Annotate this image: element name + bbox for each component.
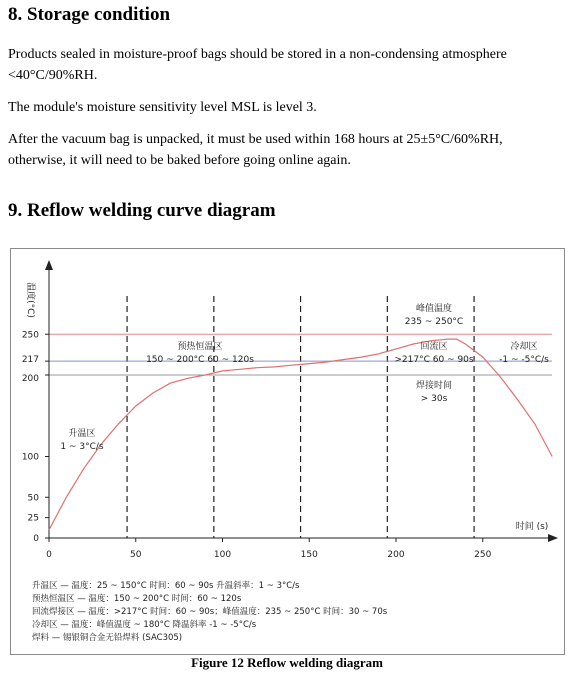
zone-boundaries	[127, 296, 474, 538]
y-tick-label-200: 200	[21, 374, 39, 384]
storage-para-2: The module's moisture sensitivity level MSL is level 3.	[8, 100, 317, 115]
legend-line-ramp: 升温区 — 温度：25 ~ 150°C 时间：60 ~ 90s 升温斜率：1 ~ 3°C/s	[32, 581, 300, 591]
legend-line-reflow: 回流焊接区 — 温度：>217°C 时间：60 ~ 90s；峰值温度：235 ~ 250°C 时间：30 ~ 70s	[32, 607, 388, 617]
zone-label-sub-4: > 30s	[420, 394, 448, 404]
y-tick-label-217: 217	[21, 355, 39, 366]
x-axis-arrow-icon	[548, 534, 558, 542]
zone-label-title-1: 预热恒温区	[177, 342, 223, 352]
storage-para-3-line-1: After the vacuum bag is unpacked, it must be used within 168 hours at 25±5°C/60%RH,	[8, 132, 503, 147]
axes	[45, 260, 558, 542]
zone-label-sub-3: 235 ~ 250°C	[404, 317, 464, 327]
storage-para-1-line-1: Products sealed in moisture-proof bags should be stored in a non-condensing atmosphere	[8, 47, 507, 62]
zone-label-sub-2: >217°C 60 ~ 90s	[394, 355, 474, 365]
zone-label-title-5: 冷却区	[510, 342, 538, 352]
legend-line-solder: 焊料 — 锡银铜合金无铅焊料 (SAC305)	[32, 633, 183, 643]
x-axis-label: 时间 (s)	[515, 522, 549, 532]
zone-label-sub-0: 1 ~ 3°C/s	[60, 442, 104, 452]
y-tick-label-50: 50	[27, 493, 39, 504]
chart-legend	[32, 580, 387, 645]
y-tick-label-0: 0	[33, 534, 39, 544]
figure-caption: Figure 12 Reflow welding diagram	[191, 655, 383, 670]
y-axis-label: 温度(°C)	[25, 282, 35, 318]
y-tick-label-250: 250	[21, 330, 39, 341]
legend-line-soak: 预热恒温区 — 温度：150 ~ 200°C 时间：60 ~ 120s	[32, 594, 242, 604]
legend-line-cooling: 冷却区 — 温度：峰值温度 ~ 180°C 降温斜率 -1 ~ -5°C/s	[32, 620, 257, 630]
y-tick-label-25: 25	[27, 513, 39, 524]
x-tick-label-0: 0	[46, 550, 52, 560]
y-axis-arrow-icon	[45, 260, 53, 270]
zone-label-title-3: 峰值温度	[415, 304, 453, 314]
x-tick-label-50: 50	[130, 550, 142, 560]
zone-label-title-4: 焊接时间	[415, 381, 453, 391]
x-tick-label-100: 100	[213, 550, 232, 560]
x-tick-label-150: 150	[300, 550, 318, 560]
section-9-heading: 9. Reflow welding curve diagram	[8, 200, 276, 221]
x-tick-label-200: 200	[387, 550, 405, 560]
zone-label-sub-1: 150 ~ 200°C 60 ~ 120s	[146, 355, 254, 365]
x-tick-label-250: 250	[474, 550, 492, 560]
storage-para-3-line-2: otherwise, it will need to be baked before going online again.	[8, 153, 351, 168]
zone-label-title-2: 回流区	[420, 342, 448, 352]
zone-labels	[60, 302, 549, 452]
storage-para-1-line-2: <40°C/90%RH.	[8, 68, 98, 83]
zone-label-title-0: 升温区	[68, 429, 96, 439]
y-tick-label-100: 100	[21, 452, 39, 463]
section-8-heading: 8. Storage condition	[8, 4, 171, 25]
zone-label-sub-5: -1 ~ -5°C/s	[499, 355, 549, 365]
